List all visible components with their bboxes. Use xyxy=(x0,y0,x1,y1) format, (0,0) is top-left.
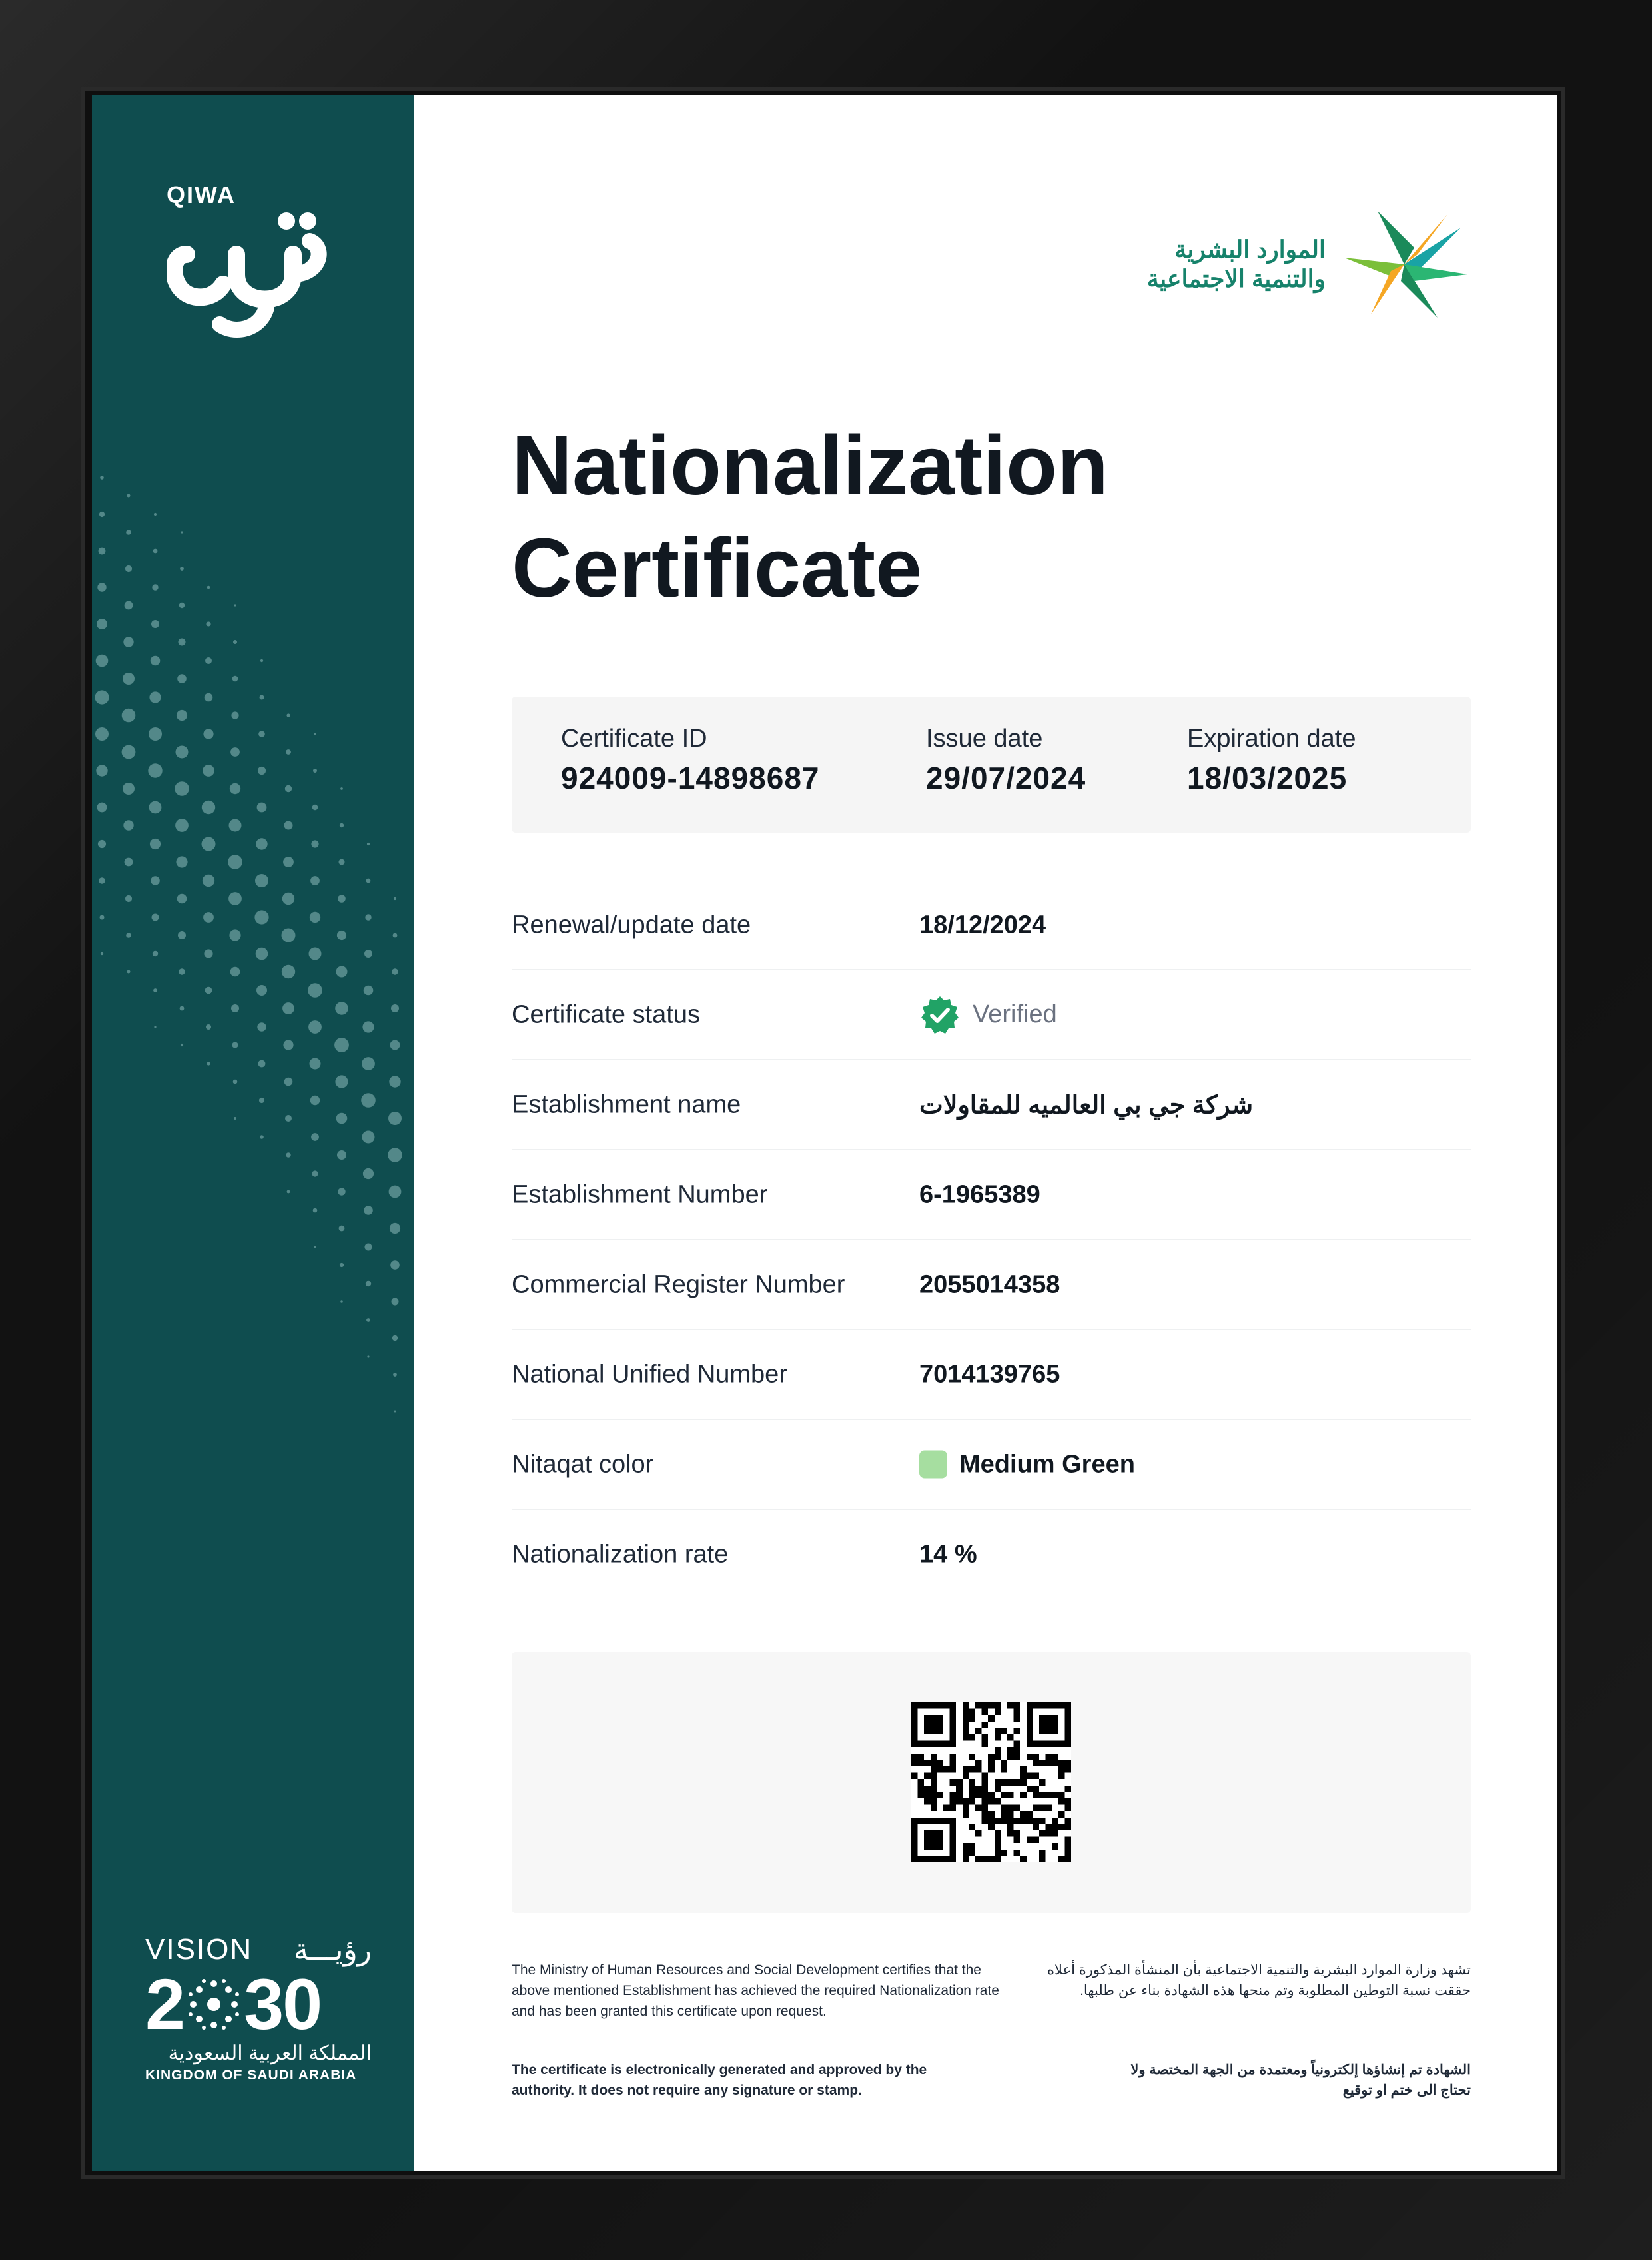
issue-date-value: 29/07/2024 xyxy=(926,761,1086,795)
ministry-name-line1: الموارد البشرية xyxy=(1174,236,1326,263)
vision-word: VISION xyxy=(145,1933,253,1966)
commercial-register-value xyxy=(919,1270,1060,1299)
ministry-star-icon xyxy=(1338,208,1471,321)
qiwa-arabic-mark-icon xyxy=(167,208,340,341)
national-unified-number-value xyxy=(919,1360,1060,1389)
detail-label: National Unified Number xyxy=(512,1360,787,1388)
detail-label: Nationalization rate xyxy=(512,1540,729,1568)
detail-row-establishment-number xyxy=(512,1150,1471,1240)
establishment-name-value xyxy=(919,1090,1253,1120)
qiwa-wordmark: QIWA xyxy=(167,181,236,208)
certificate-body xyxy=(512,95,1471,2171)
issue-date-label: Issue date xyxy=(926,725,1043,753)
detail-label: Establishment name xyxy=(512,1090,741,1118)
vision-year-digit: 2 xyxy=(145,1964,185,2044)
certificate-id-label: Certificate ID xyxy=(561,725,707,753)
certificate-details xyxy=(512,881,1471,1599)
certificate-id-value: 924009-14898687 xyxy=(561,761,820,795)
title-line-2: Certificate xyxy=(512,521,923,615)
detail-label: Certificate status xyxy=(512,1000,700,1028)
ministry-name-line2: والتنمية الاجتماعية xyxy=(1146,265,1326,292)
sidebar-panel xyxy=(92,95,414,2171)
renewal-date-value xyxy=(919,911,1046,939)
footer-statement-ar: تشهد وزارة الموارد البشرية والتنمية الاجتماعية بأن المنشأة المذكورة أعلاه حققت نسبة التوطين المطلوبة وتم منحها هذه الشهادة بناء عن طلبها. xyxy=(1047,1962,1471,1998)
vision-arabic: رؤيـــة xyxy=(293,1934,372,1966)
nitaqat-color-swatch xyxy=(919,1451,947,1479)
expiration-date-value: 18/03/2025 xyxy=(1187,761,1348,795)
expiration-date-label: Expiration date xyxy=(1187,725,1356,753)
qr-code[interactable] xyxy=(911,1702,1071,1862)
establishment-number-text: 6-1965389 xyxy=(919,1180,1040,1208)
detail-row-commercial-register xyxy=(512,1240,1471,1330)
issue-date-field xyxy=(926,725,1086,796)
nationalization-rate-value xyxy=(919,1540,977,1569)
verified-badge-icon xyxy=(919,994,961,1036)
decorative-dot-pattern xyxy=(92,428,414,1693)
certificate-status-value xyxy=(919,994,1057,1036)
saudi-emblem-icon xyxy=(185,1976,242,2033)
qiwa-logo xyxy=(167,181,346,341)
detail-row-national-unified-number xyxy=(512,1330,1471,1420)
footer-note-ar: الشهادة تم إنشاؤها إلكترونياً ومعتمدة من الجهة المختصة ولا تحتاج الى ختم او توقيع xyxy=(1130,2062,1471,2098)
detail-label: Nitaqat color xyxy=(512,1450,654,1478)
commercial-register-text: 2055014358 xyxy=(919,1270,1060,1298)
establishment-name-text: شركة جي بي العالميه للمقاولات xyxy=(919,1091,1254,1119)
certificate-id-box xyxy=(512,697,1471,833)
national-unified-number-text: 7014139765 xyxy=(919,1360,1060,1388)
footer-statement-en: The Ministry of Human Resources and Social Development certifies that the above mentioned Establishment has achieved the required Nationalization rate and has been granted this certificate upon request. xyxy=(512,1962,999,2019)
renewal-date-text: 18/12/2024 xyxy=(919,911,1046,939)
qr-code-panel xyxy=(512,1652,1471,1913)
nitaqat-color-text: Medium Green xyxy=(959,1450,1135,1478)
detail-row-nitaqat-color xyxy=(512,1420,1471,1510)
detail-label: Renewal/update date xyxy=(512,911,751,939)
expiration-date-field xyxy=(1187,725,1356,796)
title-line-1: Nationalization xyxy=(512,418,1109,512)
certificate-title xyxy=(512,414,1108,619)
kingdom-arabic: المملكة العربية السعودية xyxy=(168,2042,372,2064)
status-text: Verified xyxy=(973,1000,1057,1028)
vision-year-digits: 30 xyxy=(244,1964,322,2044)
detail-row-establishment-name xyxy=(512,1060,1471,1150)
ministry-logo xyxy=(1147,208,1471,321)
nationalization-rate-text: 14 % xyxy=(919,1540,977,1568)
certificate-document xyxy=(92,95,1557,2171)
footer-note-en: The certificate is electronically generated and approved by the authority. It does not require any signature or stamp. xyxy=(512,2062,927,2098)
vision-year xyxy=(145,1964,372,2044)
ministry-name xyxy=(1147,235,1326,294)
establishment-number-value xyxy=(919,1180,1040,1209)
vision-2030-logo xyxy=(145,1933,372,2083)
certificate-id-field xyxy=(561,725,819,796)
detail-label: Establishment Number xyxy=(512,1180,768,1208)
detail-label: Commercial Register Number xyxy=(512,1270,845,1298)
detail-row-renewal-date xyxy=(512,881,1471,970)
detail-row-certificate-status xyxy=(512,970,1471,1060)
kingdom-english: KINGDOM OF SAUDI ARABIA xyxy=(145,2068,357,2083)
detail-row-nationalization-rate xyxy=(512,1510,1471,1599)
nitaqat-color-value xyxy=(919,1450,1135,1479)
